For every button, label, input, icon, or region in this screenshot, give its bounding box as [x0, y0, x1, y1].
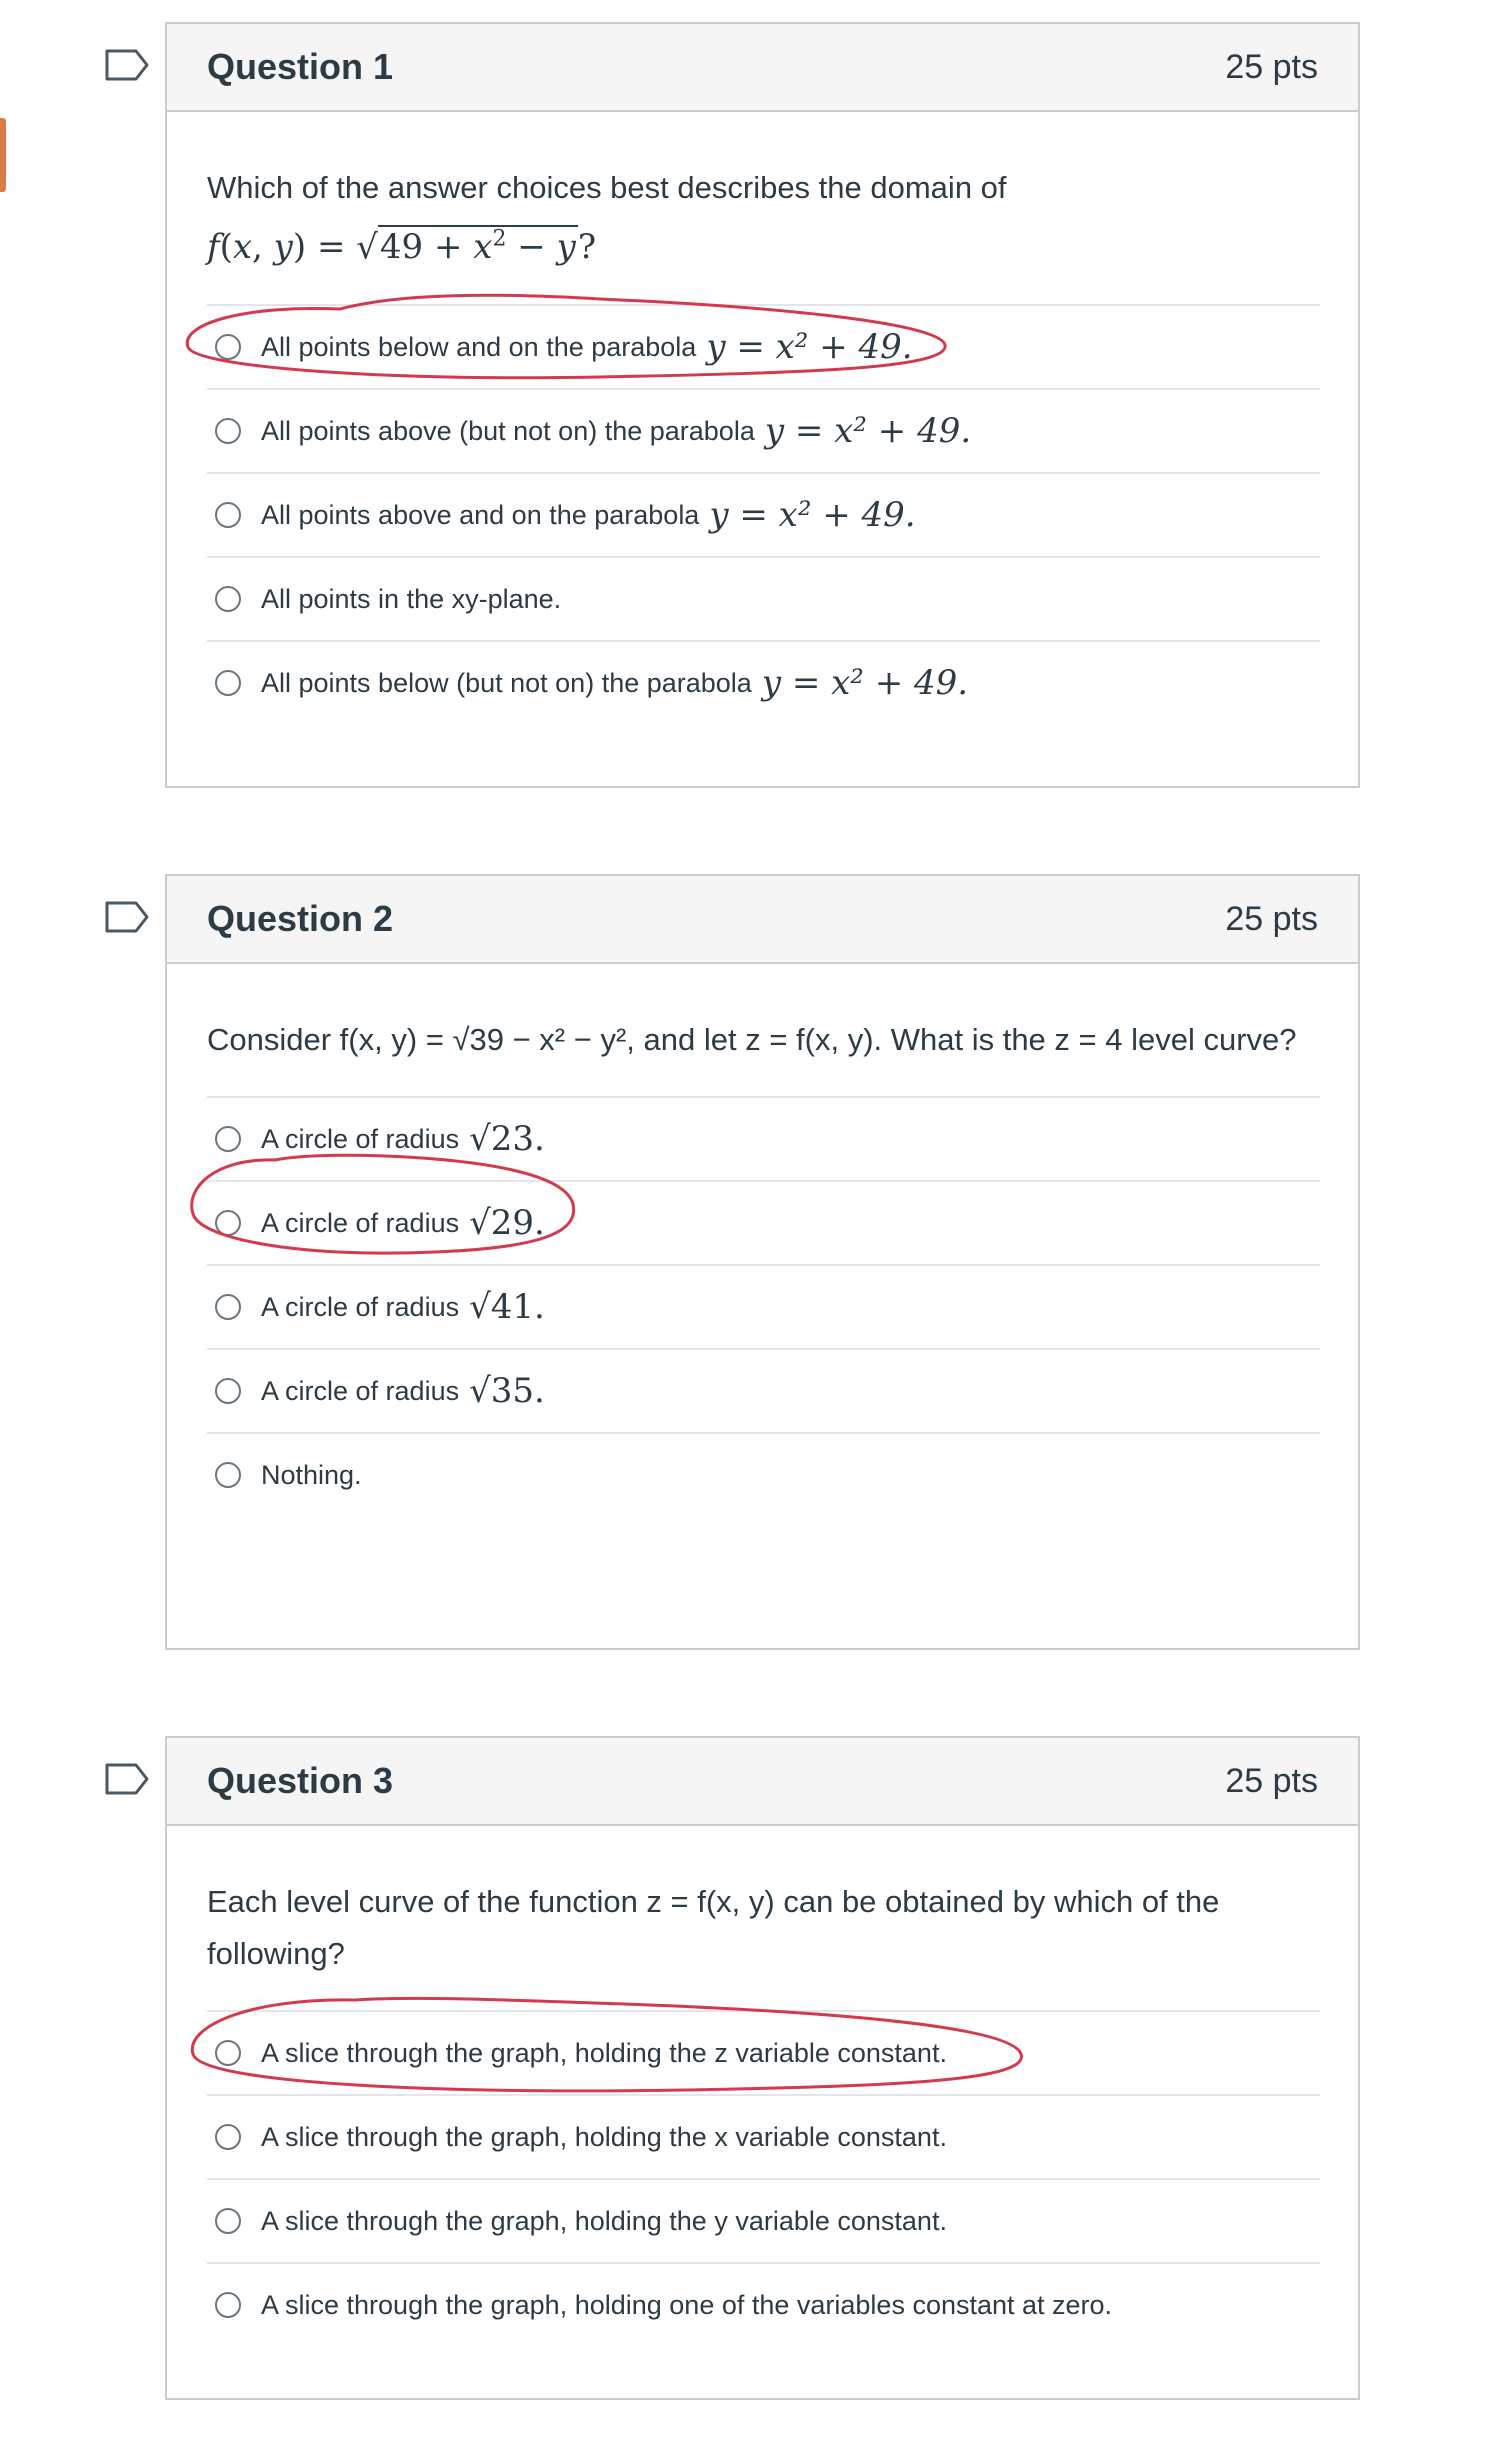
- question-points: 25 pts: [1225, 899, 1318, 938]
- radio-button[interactable]: [215, 2124, 241, 2150]
- answer-option[interactable]: [207, 388, 1320, 472]
- flag-question-icon[interactable]: [104, 48, 150, 82]
- radio-button[interactable]: [215, 1378, 241, 1404]
- answer-text: All points below (but not on) the parabola: [261, 667, 752, 698]
- question-header: [167, 876, 1358, 964]
- question-points: 25 pts: [1225, 1761, 1318, 1800]
- question-points: 25 pts: [1225, 47, 1318, 86]
- question-header: [167, 1738, 1358, 1826]
- question-title: Question 1: [207, 46, 394, 87]
- answer-text: A slice through the graph, holding the x variable constant.: [261, 2121, 947, 2152]
- answer-text: A circle of radius: [261, 1207, 460, 1238]
- answer-math: y = x² + 49.: [709, 495, 916, 536]
- answer-list: [207, 304, 1320, 724]
- answer-option[interactable]: [207, 2094, 1320, 2178]
- radio-button[interactable]: [215, 1294, 241, 1320]
- answer-text: A slice through the graph, holding the z variable constant.: [261, 2037, 947, 2068]
- answer-math: y = x² + 49.: [764, 411, 972, 452]
- radio-button[interactable]: [215, 502, 241, 528]
- answer-text: A circle of radius: [261, 1375, 460, 1406]
- question-3-card: [165, 1736, 1360, 2400]
- answer-option[interactable]: [207, 556, 1320, 640]
- answer-option[interactable]: [207, 1264, 1320, 1348]
- radio-button[interactable]: [215, 1210, 241, 1236]
- radio-button[interactable]: [215, 670, 241, 696]
- answer-math: √29.: [469, 1203, 545, 1243]
- prompt-math: f(x, $y) = √49 + x^2 - y$?: [207, 227, 597, 268]
- prompt-text: Which of the answer choices best describes the domain of: [207, 170, 1007, 205]
- answer-text: A circle of radius: [261, 1291, 460, 1322]
- answer-math: √41.: [469, 1287, 545, 1327]
- radio-button[interactable]: [215, 586, 241, 612]
- answer-list: [207, 1096, 1320, 1516]
- radio-button[interactable]: [215, 2040, 241, 2066]
- answer-text: A circle of radius: [261, 1123, 460, 1154]
- flag-question-icon[interactable]: [104, 900, 150, 934]
- flag-question-icon[interactable]: [104, 1762, 150, 1796]
- answer-option[interactable]: [207, 472, 1320, 556]
- question-title: Question 2: [207, 898, 394, 939]
- answer-option[interactable]: [207, 2262, 1320, 2346]
- answer-option[interactable]: [207, 1180, 1320, 1264]
- answer-option[interactable]: [207, 304, 1320, 388]
- answer-text: A slice through the graph, holding one of the variables constant at zero.: [261, 2289, 1113, 2320]
- question-prompt: Consider f(x, y) = √39 − x² − y², and let z = f(x, y). What is the z = 4 level curve?: [207, 1022, 1297, 1057]
- radio-button[interactable]: [215, 2292, 241, 2318]
- answer-option[interactable]: [207, 1432, 1320, 1516]
- answer-option[interactable]: [207, 1348, 1320, 1432]
- radio-button[interactable]: [215, 2208, 241, 2234]
- answer-math: y = x² + 49.: [761, 663, 969, 704]
- radio-button[interactable]: [215, 1126, 241, 1152]
- answer-math: √35.: [469, 1371, 545, 1411]
- answer-list: [207, 2010, 1320, 2346]
- answer-option[interactable]: [207, 2010, 1320, 2094]
- question-title: Question 3: [207, 1760, 394, 1801]
- answer-text: All points below and on the parabola: [261, 331, 697, 362]
- answer-text: All points above (but not on) the parabola: [261, 415, 755, 446]
- question-prompt: Each level curve of the function z = f(x, y) can be obtained by which of the following?: [207, 1884, 1220, 1971]
- radio-button[interactable]: [215, 418, 241, 444]
- left-accent-tab: [0, 118, 6, 192]
- question-header: [167, 24, 1358, 112]
- answer-text: All points above and on the parabola: [261, 499, 700, 530]
- answer-text: Nothing.: [261, 1459, 362, 1490]
- answer-option[interactable]: [207, 1096, 1320, 1180]
- question-1-card: [165, 22, 1360, 788]
- answer-option[interactable]: [207, 2178, 1320, 2262]
- question-2-card: [165, 874, 1360, 1650]
- question-prompt: [207, 162, 1320, 274]
- answer-option[interactable]: [207, 640, 1320, 724]
- answer-math: y = x² + 49.: [706, 327, 913, 368]
- answer-text: A slice through the graph, holding the y variable constant.: [261, 2205, 947, 2236]
- radio-button[interactable]: [215, 1462, 241, 1488]
- answer-text: All points in the xy-plane.: [261, 583, 562, 614]
- answer-math: √23.: [469, 1119, 545, 1159]
- radio-button[interactable]: [215, 334, 241, 360]
